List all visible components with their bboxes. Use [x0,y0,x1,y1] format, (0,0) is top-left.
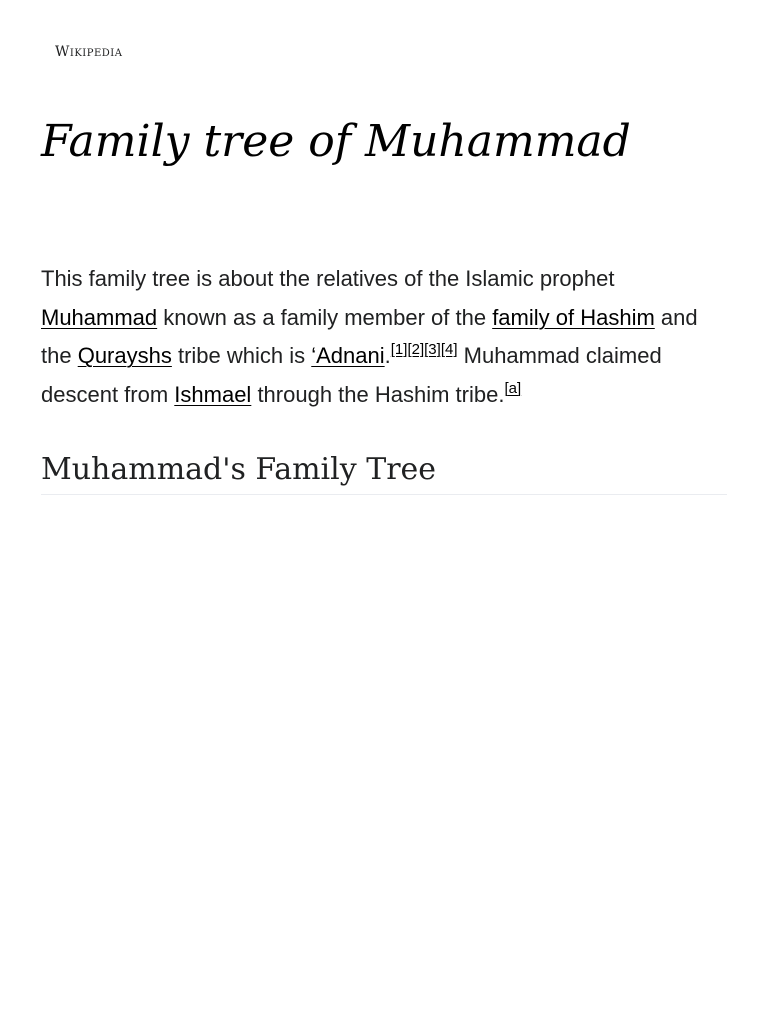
intro-text: through the Hashim tribe. [251,381,505,407]
wikipedia-wordmark[interactable]: Wikipedia [55,44,123,60]
link-muhammad[interactable]: Muhammad [41,304,158,330]
intro-text: known as a family member of the [157,304,493,330]
page-title: Family tree of Muhammad [41,116,631,167]
intro-text: . [384,343,391,368]
intro-text: and the [41,304,698,368]
section-heading: Muhammad's Family Tree [41,450,727,495]
intro-text: Muhammad claimed descent from [41,343,662,407]
intro-text: tribe which is [171,343,312,368]
citation-2[interactable]: [2] [407,341,425,358]
link-family-of-hashim[interactable]: family of Hashim [492,304,655,330]
link-ishmael[interactable]: Ishmael [174,381,252,407]
footnote-a[interactable]: [a] [504,379,522,397]
link-qurayshs[interactable]: Qurayshs [77,343,172,368]
citation-group [391,341,458,358]
citation-1[interactable]: [1] [390,341,408,358]
intro-text: This family tree is about the relatives of the Islamic prophet [41,266,615,291]
link-adnani[interactable]: ‘Adnani [311,343,385,368]
footnote-group [504,380,521,397]
citation-4[interactable]: [4] [440,341,458,358]
intro-paragraph [41,260,731,414]
citation-3[interactable]: [3] [424,341,441,358]
